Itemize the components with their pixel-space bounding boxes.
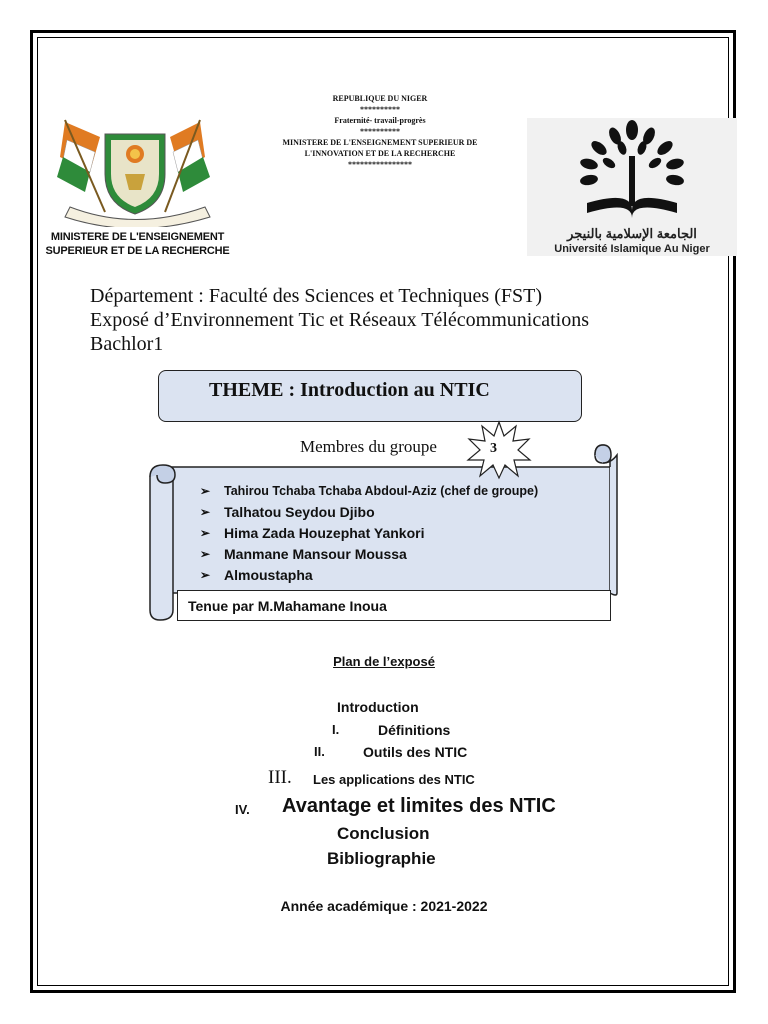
theme-box [158,370,582,422]
caption-line-2: SUPERIEUR ET DE LA RECHERCHE [45,245,230,257]
ministry-line-2: L'INNOVATION ET DE LA RECHERCHE [304,149,456,158]
supervisor-box [177,590,611,621]
plan-title: Plan de l’exposé [333,654,435,669]
plan-introduction: Introduction [337,699,419,715]
starburst-badge [466,420,532,480]
member-name: Tahirou Tchaba Tchaba Abdoul-Aziz (chef de groupe) [224,484,539,498]
ministry-logo-caption [45,230,230,258]
university-name-latin: Université Islamique Au Niger [554,243,710,255]
plan-item-text: Les applications des NTIC [313,772,475,787]
member-name: Almoustapha [224,566,313,583]
plan-item-number: II. [314,744,325,759]
caption-line-1: MINISTERE DE L'ENSEIGNEMENT [50,231,225,243]
department-line-1: Département : Faculté des Sciences et Techniques (FST) [90,285,542,307]
academic-year: Année académique : 2021-2022 [280,898,488,914]
stars-divider: ********** [360,127,400,136]
list-item [200,481,538,501]
ministry-logo [45,112,230,262]
arrow-bullet-icon: ➢ [200,546,211,561]
plan-bibliography: Bibliographie [327,849,436,868]
plan-item-number: IV. [235,802,250,817]
plan-item-text: Définitions [378,722,451,738]
stars-divider: ********** [360,105,400,114]
plan-conclusion: Conclusion [337,824,430,843]
theme-title: THEME : Introduction au NTIC [209,379,490,401]
member-name: Manmane Mansour Moussa [224,545,407,562]
stars-divider: **************** [348,160,412,169]
ministry-line-1: MINISTERE DE L'ENSEIGNEMENT SUPERIEUR DE [282,138,478,147]
plan-item-text: Outils des NTIC [363,744,468,760]
department-info [90,284,589,356]
arrow-bullet-icon: ➢ [200,525,211,540]
arrow-bullet-icon: ➢ [200,567,211,582]
plan-item-number: III. [268,767,292,788]
official-header [210,93,550,170]
member-name: Hima Zada Houzephat Yankori [224,524,425,541]
coat-of-arms-icon [45,112,230,227]
university-logo [527,118,737,256]
members-title: Membres du groupe [300,437,437,456]
group-number: 3 [490,441,497,456]
department-line-3: Bachlor1 [90,333,164,355]
list-item [200,564,538,585]
supervisor-text: Tenue par M.Mahamane Inoua [188,598,387,614]
plan-item-number: I. [332,722,340,737]
department-line-2: Exposé d’Environnement Tic et Réseaux Télécommunications [90,309,589,331]
arrow-bullet-icon: ➢ [200,504,211,519]
tree-book-icon [527,118,737,228]
list-item [200,543,538,564]
country-name: REPUBLIQUE DU NIGER [332,94,428,103]
national-motto: Fraternité- travail-progrès [334,116,426,125]
list-item [200,522,538,543]
member-list [200,481,538,585]
plan-item-text: Avantage et limites des NTIC [282,795,556,817]
university-name-arabic: الجامعة الإسلامية بالنيجر [567,226,697,241]
member-name: Talhatou Seydou Djibo [224,503,375,520]
arrow-bullet-icon: ➢ [200,484,211,498]
list-item [200,501,538,522]
